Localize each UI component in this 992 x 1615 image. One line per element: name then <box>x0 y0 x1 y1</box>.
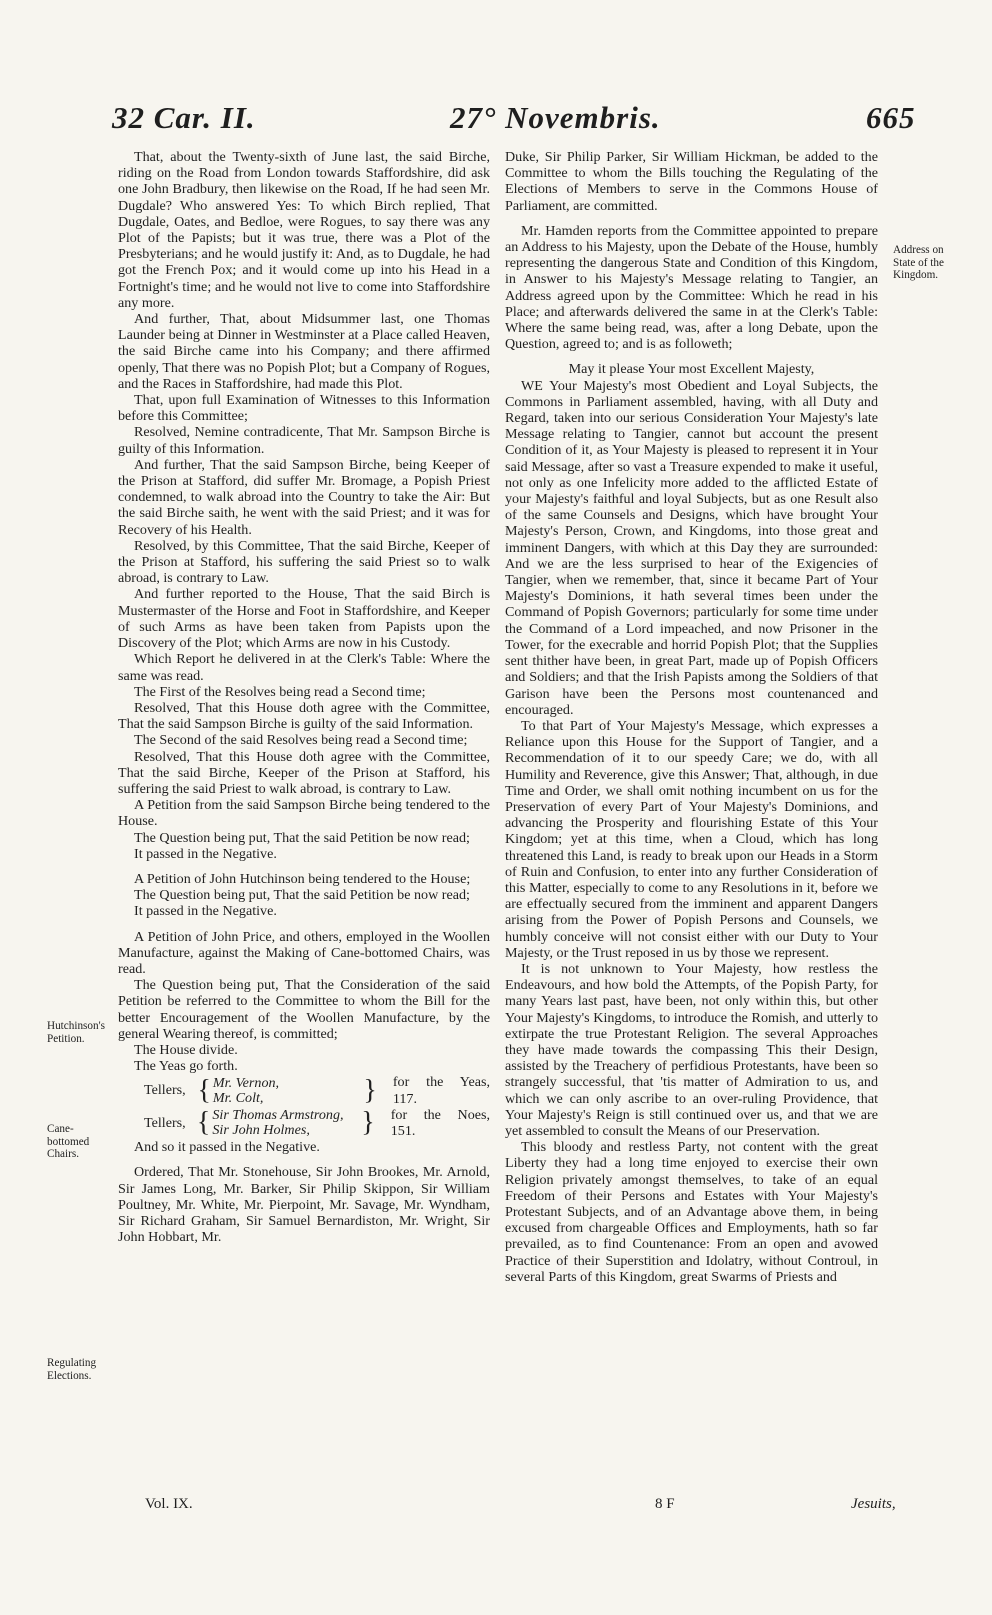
running-head-left: 32 Car. II. <box>112 100 256 135</box>
tellers-noes <box>144 1107 490 1139</box>
paragraph: Duke, Sir Philip Parker, Sir William Hickman, be added to the Committee to whom the Bills touching the Regulating of the Elections of Members to serve in the Commons House of Parliament, are committed. <box>505 149 878 214</box>
paragraph: This bloody and restless Party, not content with the great Liberty they had a long time enjoyed to exercise their own Religion privately amongst themselves, to take of an equal Freedom of their Persons and Estates with Your Majesty's Protestant Subjects, and of an Advantage above them, in being excused from chargeable Offices and Employments, hath so far prevailed, as to find Countenance: From an open and avowed Practice of their Superstition and Idolatry, without Controul, in several Parts of this Kingdom, great Swarms of Priests and <box>505 1139 878 1285</box>
paragraph: Resolved, by this Committee, That the said Birche, Keeper of the Prison at Stafford, his suffering the said Priest so to walk abroad, is contrary to Law. <box>118 537 490 587</box>
paragraph: That, upon full Examination of Witnesses to this Information before this Committee; <box>118 392 490 425</box>
paragraph: Which Report he delivered in at the Clerk's Table: Where the same was read. <box>118 651 490 684</box>
tellers-label: Tellers, <box>144 1082 186 1099</box>
paragraph: And further, That, about Midsummer last, one Thomas Launder being at Dinner in Westminster at a Place called Heaven, the said Birche came into his Company; and there affirmed openly, That there was no Popish Plot; but a Company of Rogues, and the Races in Staffordshire, had made this Plot. <box>118 311 490 392</box>
teller-names <box>213 1076 361 1106</box>
volume-label: Vol. IX. <box>145 1496 193 1512</box>
left-column <box>118 149 490 1245</box>
teller-name: Mr. Vernon, <box>212 1074 280 1091</box>
paragraph: The First of the Resolves being read a Second time; <box>134 683 426 700</box>
margin-note-regulating: Regulating Elections. <box>47 1357 97 1382</box>
right-column <box>505 149 878 1285</box>
paragraph: The Question being put, That the said Petition be now read; <box>134 829 470 846</box>
paragraph: Mr. Hamden reports from the Committee appointed to prepare an Address to his Majesty, upon the Debate of the House, humbly representing the dangerous State and Condition of this Kingdom, in Answer to his Majesty's Message relating to Tangier, an Address agreed upon by the Committee: Which he read in his Place; and afterwards delivered the same in at the Clerk's Table: Where the same being read, was, after a long Debate, upon the Question, agreed to; and is as followeth; <box>505 222 878 353</box>
paragraph: It passed in the Negative. <box>134 845 277 862</box>
brace-icon: { <box>196 1106 211 1138</box>
teller-names <box>212 1108 359 1138</box>
catchword: Jesuits, <box>851 1496 896 1512</box>
margin-note-cane-chairs: Cane-bottomed Chairs. <box>47 1123 90 1161</box>
paragraph: A Petition of John Price, and others, employed in the Woollen Manufacture, against the Making of Cane-bottomed Chairs, was read. <box>118 928 490 977</box>
paragraph: To that Part of Your Majesty's Message, which expresses a Reliance upon this House for the Support of Tangier, and a Recommendation of it to our speedy Care; we do, with all Humility and Reverence, give this Answer; That, although, in due Time and Order, we shall omit nothing incumbent on us for the Preservation of every Part of Your Majesty's Dominions, and advancing the Prosperity and flourishing Estate of this Your Kingdom; yet at this time, when a Cloud, which has long threatened this Land, is ready to break upon our Heads in a Storm of Ruin and Confusion, to enter into any further Consideration of this Matter, especially to come to any Resolutions in it, before we are effectually secured from the imminent and apparent Dangers arising from the Power of Popish Persons and Counsels, we humbly conceive will not consist either with our Duty to Your Majesty, or the Trust reposed in us by those we represent. <box>505 717 878 961</box>
paragraph: Resolved, That this House doth agree with the Committee, That the said Sampson Birche is guilty of the said Information. <box>118 699 490 733</box>
paragraph: Resolved, Nemine contradicente, That Mr. Sampson Birche is guilty of this Information. <box>118 424 490 457</box>
address-salutation: May it please Your most Excellent Majesty, <box>568 361 815 378</box>
division-result: for the Noes, 151. <box>390 1106 490 1139</box>
paragraph: WE Your Majesty's most Obedient and Loyal Subjects, the Commons in Parliament assembled, having, with all Duty and Regard, taken into our serious Consideration Your Majesty's late Message relating to Tangier, cannot but account the present Condition of it, as Your Majesty is pleased to represent it in Your said Message, after so vast a Treasure expended to make it useful, not only as one Infelicity more added to the afflicted Estate of your Majesty's faithful and loyal Subjects, but as one Result also of the same Counsels and Designs, which have brought Your Majesty's Person, Crown, and Kingdoms, into those great and imminent Dangers, with which at this Day they are surrounded: And we are the less surprised to hear of the Exigencies of Tangier, when we remember, that, since it became Part of Your Majesty's Dominions, it hath several times been under the Command of Popish Governors; particularly for some time under the Command of a Lord impeached, and now Prisoner in the Tower, for the execrable and horrid Popish Plot; that the Supplies sent thither have been, in great Part, made up of Popish Officers and Soldiers; and that the Irish Papists among the Soldiers of that Garison have been the Persons most countenanced and encouraged. <box>505 377 878 718</box>
paragraph: A Petition of John Hutchinson being tendered to the House; <box>134 870 471 887</box>
paragraph: The Second of the said Resolves being read a Second time; <box>134 732 468 749</box>
paragraph: The Question being put, That the Consideration of the said Petition be referred to the Committee to whom the Bill for the better Encouragement of the Woollen Manufacture, by the general Wearing thereof, is committed; <box>118 977 490 1042</box>
brace-icon: } <box>361 1106 375 1138</box>
paragraph: The Question being put, That the said Petition be now read; <box>134 887 470 904</box>
paragraph: And further reported to the House, That the said Birch is Mustermaster of the Horse and Foot in Staffordshire, and Keeper of such Arms as have been taken from Papists upon the Discovery of the Plot; which Arms are now in his Custody. <box>118 586 490 652</box>
margin-note-hutchinson: Hutchinson's Petition. <box>47 1020 105 1045</box>
division-result: for the Yeas, 117. <box>392 1074 490 1107</box>
teller-name: Sir John Holmes, <box>212 1121 310 1138</box>
paragraph: And so it passed in the Negative. <box>134 1139 320 1156</box>
signature-mark: 8 F <box>655 1496 675 1512</box>
running-head-date: 27° Novembris. <box>450 100 661 135</box>
tellers-yeas <box>144 1074 490 1106</box>
paragraph: Resolved, That this House doth agree with the Committee, That the said Birche, Keeper of the Prison at Stafford, his suffering the said Priest to walk abroad, is contrary to Law. <box>118 748 490 797</box>
page-number: 665 <box>866 100 916 135</box>
teller-name: Sir Thomas Armstrong, <box>212 1106 344 1123</box>
tellers-label: Tellers, <box>144 1114 186 1131</box>
paragraph: That, about the Twenty-sixth of June last, the said Birche, riding on the Road from London towards Staffordshire, did ask one John Bradbury, then likewise on the Road, If he had seen Mr. Dugdale? Who answered Yes: To which Birch replied, That Dugdale, Oates, and Bedloe, were Rogues, to say there was any Plot of the Papists; but it was true, there was a Plot of the Presbyterians; and he would justify it: And, as to Dugdale, he had got the French Pox; and it would come up into his Head in a Fortnight's time; and he would not live to come into Staffordshire any more. <box>118 149 490 311</box>
paragraph: Ordered, That Mr. Stonehouse, Sir John Brookes, Mr. Arnold, Sir James Long, Mr. Barker, Sir Philip Skippon, Sir William Poultney, Mr. White, Mr. Pierpoint, Mr. Savage, Mr. Wyndham, Sir Richard Graham, Sir Samuel Bernardiston, Mr. Wright, Sir John Hobbart, Mr. <box>118 1164 490 1246</box>
brace-icon: } <box>363 1074 377 1106</box>
paragraph: A Petition from the said Sampson Birche being tendered to the House. <box>118 797 490 830</box>
paragraph: The Yeas go forth. <box>134 1058 238 1075</box>
paragraph: The House divide. <box>134 1041 238 1058</box>
teller-name: Mr. Colt, <box>212 1089 264 1106</box>
margin-note-address: Address on State of the Kingdom. <box>893 244 944 282</box>
paragraph: It passed in the Negative. <box>134 903 277 920</box>
brace-icon: { <box>197 1074 211 1106</box>
paragraph: And further, That the said Sampson Birche, being Keeper of the Prison at Stafford, did suffer Mr. Bromage, a Popish Priest condemned, to walk abroad into the Country to take the Air: But the said Birche saith, he went with the said Priest; and it was for Recovery of his Health. <box>118 456 490 538</box>
paragraph: It is not unknown to Your Majesty, how restless the Endeavours, and how bold the Attempts, of the Popish Party, for many Years last past, have been, not only within this, but other Your Majesty's Kingdoms, to introduce the Romish, and utterly to extirpate the true Protestant Religion. The several Approaches they have made towards the compassing This their Design, assisted by the Treachery of perfidious Protestants, have been so strangely successful, that 'tis matter of Admiration to us, and which we can only ascribe to an over-ruling Providence, that Your Majesty's Reign is still continued over us, and that we are yet assembled to consult the Means of our Preservation. <box>505 960 878 1139</box>
